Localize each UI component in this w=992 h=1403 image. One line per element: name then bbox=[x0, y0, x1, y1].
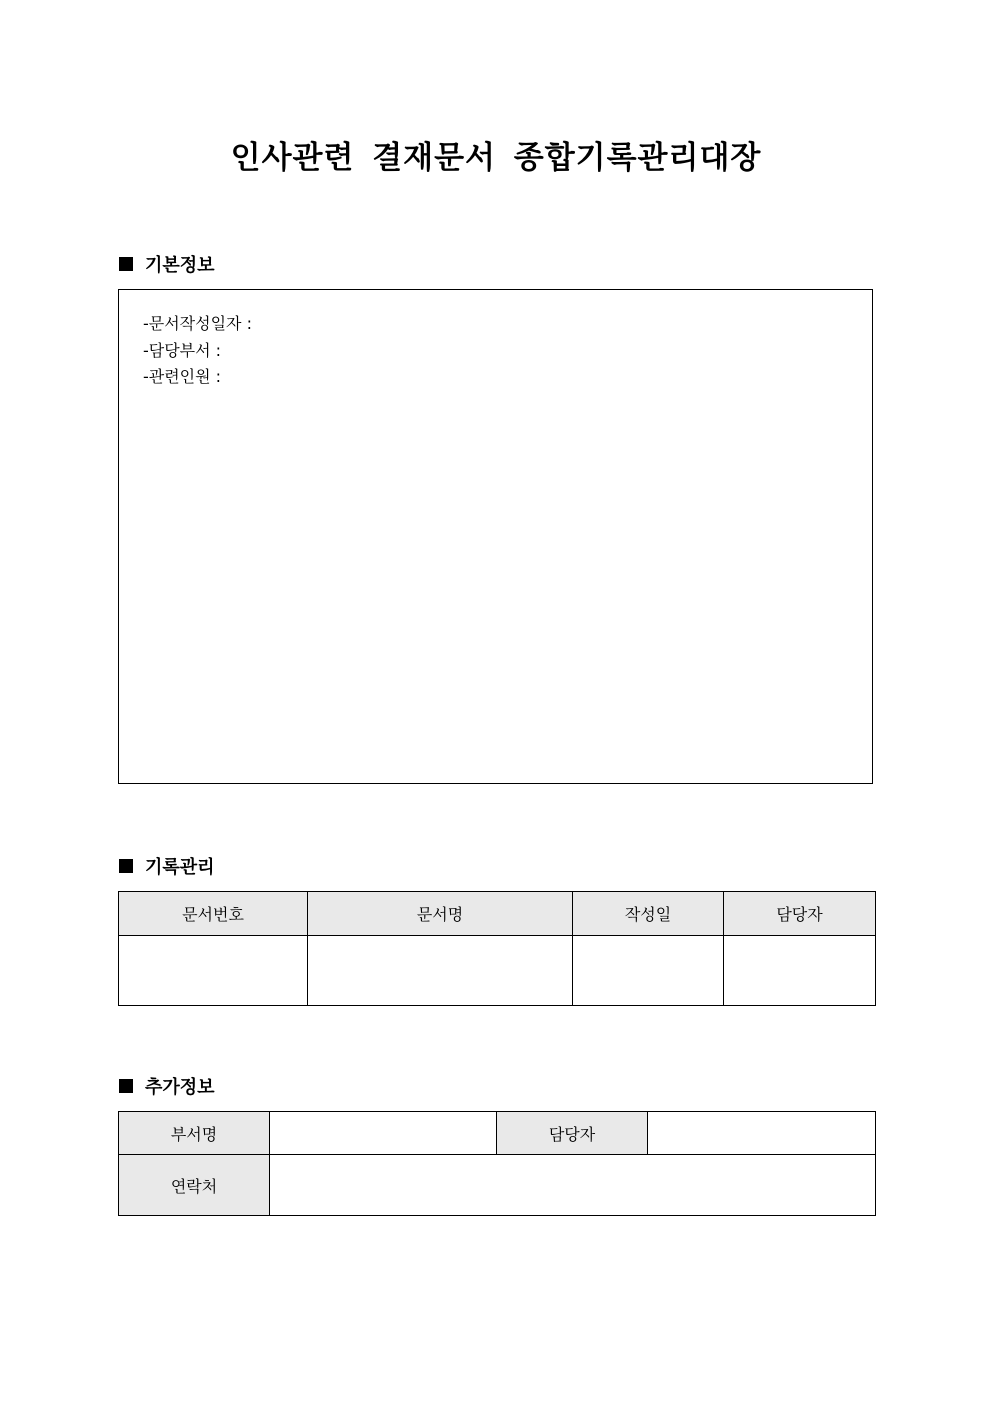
column-header-manager: 담당자 bbox=[724, 892, 876, 936]
records-header-row bbox=[119, 892, 876, 936]
cell-doc-name[interactable] bbox=[308, 936, 573, 1006]
section-heading-label: 기본정보 bbox=[145, 255, 215, 276]
square-bullet-icon bbox=[119, 1079, 133, 1093]
manager-label: 담당자 bbox=[497, 1112, 648, 1155]
column-header-date: 작성일 bbox=[573, 892, 724, 936]
section-heading-extra bbox=[119, 1074, 215, 1098]
cell-manager[interactable] bbox=[724, 936, 876, 1006]
square-bullet-icon bbox=[119, 257, 133, 271]
section-heading-records bbox=[119, 854, 215, 878]
square-bullet-icon bbox=[119, 859, 133, 873]
contact-label: 연락처 bbox=[119, 1155, 270, 1216]
records-table bbox=[118, 891, 876, 1006]
manager-value-cell[interactable] bbox=[648, 1112, 876, 1155]
document-title: 인사관련 결재문서 종합기록관리대장 bbox=[230, 140, 762, 176]
extra-info-table bbox=[118, 1111, 876, 1216]
basic-info-personnel: -관련인원 : bbox=[143, 367, 222, 386]
column-header-doc-name: 문서명 bbox=[308, 892, 573, 936]
cell-date[interactable] bbox=[573, 936, 724, 1006]
table-row bbox=[119, 1155, 876, 1216]
section-heading-basic bbox=[119, 252, 215, 276]
column-header-doc-number: 문서번호 bbox=[119, 892, 308, 936]
dept-value-cell[interactable] bbox=[270, 1112, 497, 1155]
section-heading-label: 기록관리 bbox=[145, 857, 215, 878]
section-heading-label: 추가정보 bbox=[145, 1077, 215, 1098]
table-row bbox=[119, 1112, 876, 1155]
contact-value-cell[interactable] bbox=[270, 1155, 876, 1216]
basic-info-date: -문서작성일자 : bbox=[143, 314, 252, 333]
dept-label: 부서명 bbox=[119, 1112, 270, 1155]
basic-info-department: -담당부서 : bbox=[143, 340, 222, 360]
table-row bbox=[119, 936, 876, 1006]
cell-doc-number[interactable] bbox=[119, 936, 308, 1006]
basic-info-box[interactable] bbox=[118, 289, 873, 784]
